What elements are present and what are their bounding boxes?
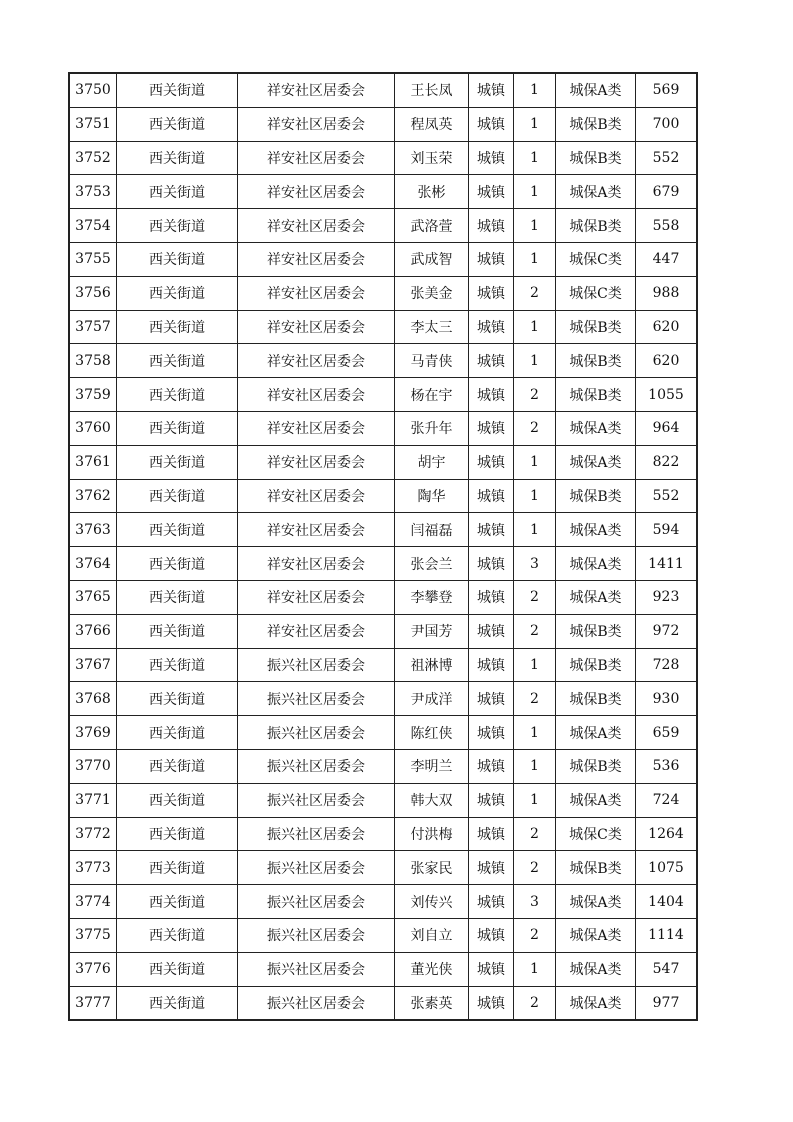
record-number-cell: 3750	[69, 73, 117, 107]
amount-cell: 594	[636, 513, 698, 547]
table-row	[69, 479, 697, 513]
record-number-cell: 3762	[69, 479, 117, 513]
committee-cell: 振兴社区居委会	[238, 952, 395, 986]
record-number-cell: 3765	[69, 580, 117, 614]
table-row	[69, 817, 697, 851]
committee-cell: 振兴社区居委会	[238, 817, 395, 851]
category-cell: 城保B类	[556, 141, 636, 175]
street-cell: 西关街道	[117, 783, 238, 817]
committee-cell: 振兴社区居委会	[238, 648, 395, 682]
category-cell: 城保B类	[556, 682, 636, 716]
category-cell: 城保B类	[556, 310, 636, 344]
household-count-cell: 1	[514, 648, 556, 682]
household-count-cell: 2	[514, 682, 556, 716]
street-cell: 西关街道	[117, 749, 238, 783]
street-cell: 西关街道	[117, 580, 238, 614]
table-row	[69, 952, 697, 986]
record-number-cell: 3756	[69, 276, 117, 310]
record-number-cell: 3771	[69, 783, 117, 817]
area-type-cell: 城镇	[469, 344, 514, 378]
household-count-cell: 2	[514, 918, 556, 952]
household-count-cell: 2	[514, 986, 556, 1020]
area-type-cell: 城镇	[469, 141, 514, 175]
household-count-cell: 2	[514, 614, 556, 648]
name-cell: 陈红侠	[395, 716, 469, 750]
table-row	[69, 547, 697, 581]
committee-cell: 祥安社区居委会	[238, 513, 395, 547]
category-cell: 城保A类	[556, 73, 636, 107]
area-type-cell: 城镇	[469, 648, 514, 682]
category-cell: 城保B类	[556, 851, 636, 885]
street-cell: 西关街道	[117, 344, 238, 378]
table-row	[69, 344, 697, 378]
record-number-cell: 3772	[69, 817, 117, 851]
record-number-cell: 3773	[69, 851, 117, 885]
household-count-cell: 1	[514, 513, 556, 547]
name-cell: 刘自立	[395, 918, 469, 952]
street-cell: 西关街道	[117, 310, 238, 344]
record-number-cell: 3751	[69, 107, 117, 141]
committee-cell: 祥安社区居委会	[238, 242, 395, 276]
street-cell: 西关街道	[117, 952, 238, 986]
area-type-cell: 城镇	[469, 716, 514, 750]
area-type-cell: 城镇	[469, 73, 514, 107]
category-cell: 城保A类	[556, 783, 636, 817]
household-count-cell: 2	[514, 276, 556, 310]
street-cell: 西关街道	[117, 73, 238, 107]
record-number-cell: 3758	[69, 344, 117, 378]
record-number-cell: 3769	[69, 716, 117, 750]
category-cell: 城保C类	[556, 817, 636, 851]
street-cell: 西关街道	[117, 141, 238, 175]
committee-cell: 祥安社区居委会	[238, 614, 395, 648]
area-type-cell: 城镇	[469, 817, 514, 851]
household-count-cell: 1	[514, 716, 556, 750]
record-number-cell: 3768	[69, 682, 117, 716]
household-count-cell: 2	[514, 580, 556, 614]
amount-cell: 620	[636, 344, 698, 378]
area-type-cell: 城镇	[469, 107, 514, 141]
street-cell: 西关街道	[117, 107, 238, 141]
committee-cell: 祥安社区居委会	[238, 310, 395, 344]
record-number-cell: 3757	[69, 310, 117, 344]
name-cell: 刘玉荣	[395, 141, 469, 175]
street-cell: 西关街道	[117, 648, 238, 682]
street-cell: 西关街道	[117, 378, 238, 412]
name-cell: 尹成洋	[395, 682, 469, 716]
record-number-cell: 3775	[69, 918, 117, 952]
name-cell: 董光侠	[395, 952, 469, 986]
table-row	[69, 276, 697, 310]
table-row	[69, 73, 697, 107]
table-row	[69, 749, 697, 783]
amount-cell: 1055	[636, 378, 698, 412]
amount-cell: 1114	[636, 918, 698, 952]
category-cell: 城保A类	[556, 411, 636, 445]
name-cell: 杨在宇	[395, 378, 469, 412]
committee-cell: 祥安社区居委会	[238, 175, 395, 209]
table-row	[69, 175, 697, 209]
table-row	[69, 209, 697, 243]
household-count-cell: 1	[514, 73, 556, 107]
table-row	[69, 378, 697, 412]
record-number-cell: 3777	[69, 986, 117, 1020]
name-cell: 王长凤	[395, 73, 469, 107]
name-cell: 张彬	[395, 175, 469, 209]
amount-cell: 964	[636, 411, 698, 445]
committee-cell: 振兴社区居委会	[238, 851, 395, 885]
street-cell: 西关街道	[117, 885, 238, 919]
committee-cell: 祥安社区居委会	[238, 547, 395, 581]
amount-cell: 930	[636, 682, 698, 716]
amount-cell: 620	[636, 310, 698, 344]
household-count-cell: 1	[514, 310, 556, 344]
name-cell: 闫福磊	[395, 513, 469, 547]
area-type-cell: 城镇	[469, 479, 514, 513]
name-cell: 尹国芳	[395, 614, 469, 648]
category-cell: 城保B类	[556, 378, 636, 412]
household-count-cell: 1	[514, 175, 556, 209]
records-table-body	[69, 73, 697, 1020]
table-row	[69, 885, 697, 919]
street-cell: 西关街道	[117, 445, 238, 479]
amount-cell: 659	[636, 716, 698, 750]
street-cell: 西关街道	[117, 513, 238, 547]
area-type-cell: 城镇	[469, 682, 514, 716]
street-cell: 西关街道	[117, 276, 238, 310]
street-cell: 西关街道	[117, 479, 238, 513]
category-cell: 城保A类	[556, 918, 636, 952]
area-type-cell: 城镇	[469, 547, 514, 581]
table-row	[69, 648, 697, 682]
record-number-cell: 3770	[69, 749, 117, 783]
category-cell: 城保A类	[556, 580, 636, 614]
table-row	[69, 242, 697, 276]
table-row	[69, 411, 697, 445]
name-cell: 李明兰	[395, 749, 469, 783]
area-type-cell: 城镇	[469, 749, 514, 783]
record-number-cell: 3774	[69, 885, 117, 919]
table-row	[69, 107, 697, 141]
committee-cell: 祥安社区居委会	[238, 73, 395, 107]
amount-cell: 552	[636, 141, 698, 175]
table-row	[69, 716, 697, 750]
category-cell: 城保B类	[556, 614, 636, 648]
household-count-cell: 2	[514, 851, 556, 885]
record-number-cell: 3752	[69, 141, 117, 175]
household-count-cell: 1	[514, 952, 556, 986]
area-type-cell: 城镇	[469, 614, 514, 648]
record-number-cell: 3753	[69, 175, 117, 209]
amount-cell: 728	[636, 648, 698, 682]
committee-cell: 祥安社区居委会	[238, 107, 395, 141]
table-row	[69, 986, 697, 1020]
committee-cell: 祥安社区居委会	[238, 344, 395, 378]
household-count-cell: 1	[514, 445, 556, 479]
street-cell: 西关街道	[117, 716, 238, 750]
committee-cell: 振兴社区居委会	[238, 749, 395, 783]
record-number-cell: 3764	[69, 547, 117, 581]
table-row	[69, 310, 697, 344]
category-cell: 城保B类	[556, 107, 636, 141]
table-row	[69, 614, 697, 648]
area-type-cell: 城镇	[469, 175, 514, 209]
name-cell: 刘传兴	[395, 885, 469, 919]
household-count-cell: 1	[514, 141, 556, 175]
record-number-cell: 3766	[69, 614, 117, 648]
street-cell: 西关街道	[117, 614, 238, 648]
committee-cell: 祥安社区居委会	[238, 276, 395, 310]
area-type-cell: 城镇	[469, 242, 514, 276]
area-type-cell: 城镇	[469, 885, 514, 919]
amount-cell: 822	[636, 445, 698, 479]
category-cell: 城保A类	[556, 952, 636, 986]
committee-cell: 祥安社区居委会	[238, 411, 395, 445]
area-type-cell: 城镇	[469, 580, 514, 614]
area-type-cell: 城镇	[469, 209, 514, 243]
name-cell: 张家民	[395, 851, 469, 885]
committee-cell: 祥安社区居委会	[238, 141, 395, 175]
record-number-cell: 3767	[69, 648, 117, 682]
household-count-cell: 1	[514, 242, 556, 276]
amount-cell: 988	[636, 276, 698, 310]
street-cell: 西关街道	[117, 547, 238, 581]
amount-cell: 447	[636, 242, 698, 276]
record-number-cell: 3760	[69, 411, 117, 445]
street-cell: 西关街道	[117, 851, 238, 885]
area-type-cell: 城镇	[469, 378, 514, 412]
committee-cell: 祥安社区居委会	[238, 479, 395, 513]
record-number-cell: 3776	[69, 952, 117, 986]
name-cell: 祖淋博	[395, 648, 469, 682]
name-cell: 张美金	[395, 276, 469, 310]
household-count-cell: 1	[514, 107, 556, 141]
name-cell: 付洪梅	[395, 817, 469, 851]
area-type-cell: 城镇	[469, 952, 514, 986]
table-row	[69, 513, 697, 547]
category-cell: 城保A类	[556, 445, 636, 479]
area-type-cell: 城镇	[469, 310, 514, 344]
category-cell: 城保A类	[556, 986, 636, 1020]
table-row	[69, 851, 697, 885]
name-cell: 胡宇	[395, 445, 469, 479]
committee-cell: 振兴社区居委会	[238, 885, 395, 919]
category-cell: 城保C类	[556, 276, 636, 310]
committee-cell: 祥安社区居委会	[238, 209, 395, 243]
amount-cell: 1404	[636, 885, 698, 919]
committee-cell: 祥安社区居委会	[238, 445, 395, 479]
street-cell: 西关街道	[117, 175, 238, 209]
name-cell: 张升年	[395, 411, 469, 445]
table-row	[69, 580, 697, 614]
committee-cell: 振兴社区居委会	[238, 716, 395, 750]
area-type-cell: 城镇	[469, 918, 514, 952]
amount-cell: 1411	[636, 547, 698, 581]
category-cell: 城保A类	[556, 175, 636, 209]
street-cell: 西关街道	[117, 682, 238, 716]
name-cell: 程凤英	[395, 107, 469, 141]
area-type-cell: 城镇	[469, 986, 514, 1020]
household-count-cell: 3	[514, 547, 556, 581]
amount-cell: 1264	[636, 817, 698, 851]
area-type-cell: 城镇	[469, 783, 514, 817]
table-row	[69, 445, 697, 479]
amount-cell: 977	[636, 986, 698, 1020]
name-cell: 李攀登	[395, 580, 469, 614]
area-type-cell: 城镇	[469, 411, 514, 445]
amount-cell: 536	[636, 749, 698, 783]
household-count-cell: 1	[514, 749, 556, 783]
committee-cell: 振兴社区居委会	[238, 783, 395, 817]
amount-cell: 1075	[636, 851, 698, 885]
table-row	[69, 783, 697, 817]
name-cell: 张会兰	[395, 547, 469, 581]
name-cell: 马青侠	[395, 344, 469, 378]
category-cell: 城保B类	[556, 648, 636, 682]
household-count-cell: 1	[514, 783, 556, 817]
street-cell: 西关街道	[117, 918, 238, 952]
amount-cell: 679	[636, 175, 698, 209]
household-count-cell: 1	[514, 209, 556, 243]
committee-cell: 振兴社区居委会	[238, 986, 395, 1020]
category-cell: 城保B类	[556, 209, 636, 243]
amount-cell: 700	[636, 107, 698, 141]
name-cell: 武洛萱	[395, 209, 469, 243]
category-cell: 城保A类	[556, 513, 636, 547]
committee-cell: 祥安社区居委会	[238, 378, 395, 412]
record-number-cell: 3754	[69, 209, 117, 243]
category-cell: 城保B类	[556, 479, 636, 513]
area-type-cell: 城镇	[469, 513, 514, 547]
amount-cell: 972	[636, 614, 698, 648]
street-cell: 西关街道	[117, 411, 238, 445]
record-number-cell: 3761	[69, 445, 117, 479]
street-cell: 西关街道	[117, 817, 238, 851]
table-row	[69, 141, 697, 175]
category-cell: 城保A类	[556, 885, 636, 919]
street-cell: 西关街道	[117, 986, 238, 1020]
category-cell: 城保C类	[556, 242, 636, 276]
amount-cell: 724	[636, 783, 698, 817]
household-count-cell: 2	[514, 378, 556, 412]
area-type-cell: 城镇	[469, 851, 514, 885]
record-number-cell: 3763	[69, 513, 117, 547]
name-cell: 李太三	[395, 310, 469, 344]
household-count-cell: 1	[514, 344, 556, 378]
committee-cell: 振兴社区居委会	[238, 682, 395, 716]
area-type-cell: 城镇	[469, 445, 514, 479]
household-count-cell: 3	[514, 885, 556, 919]
category-cell: 城保B类	[556, 344, 636, 378]
record-number-cell: 3755	[69, 242, 117, 276]
category-cell: 城保A类	[556, 716, 636, 750]
amount-cell: 552	[636, 479, 698, 513]
household-count-cell: 2	[514, 411, 556, 445]
amount-cell: 569	[636, 73, 698, 107]
table-row	[69, 682, 697, 716]
name-cell: 张素英	[395, 986, 469, 1020]
committee-cell: 祥安社区居委会	[238, 580, 395, 614]
name-cell: 武成智	[395, 242, 469, 276]
category-cell: 城保B类	[556, 749, 636, 783]
category-cell: 城保A类	[556, 547, 636, 581]
table-row	[69, 918, 697, 952]
area-type-cell: 城镇	[469, 276, 514, 310]
record-number-cell: 3759	[69, 378, 117, 412]
street-cell: 西关街道	[117, 242, 238, 276]
committee-cell: 振兴社区居委会	[238, 918, 395, 952]
household-count-cell: 2	[514, 817, 556, 851]
records-table	[68, 72, 698, 1021]
amount-cell: 558	[636, 209, 698, 243]
name-cell: 陶华	[395, 479, 469, 513]
amount-cell: 923	[636, 580, 698, 614]
household-count-cell: 1	[514, 479, 556, 513]
name-cell: 韩大双	[395, 783, 469, 817]
street-cell: 西关街道	[117, 209, 238, 243]
amount-cell: 547	[636, 952, 698, 986]
